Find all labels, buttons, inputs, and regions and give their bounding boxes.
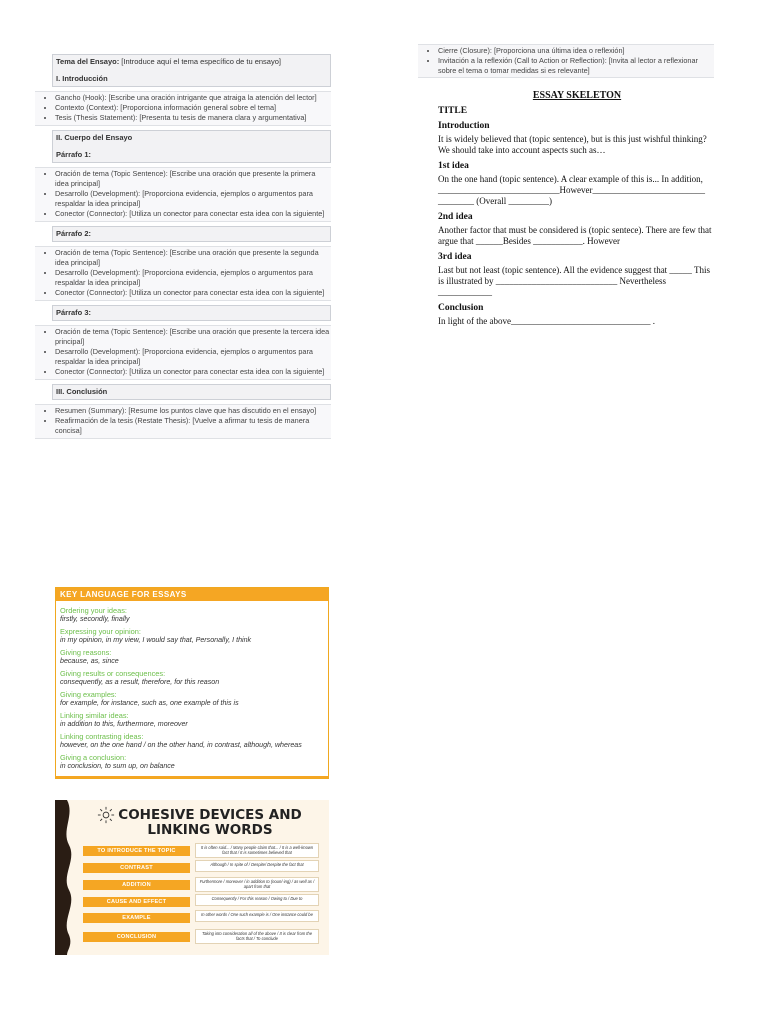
device-row (83, 931, 323, 943)
category-label: Linking similar ideas: (60, 711, 129, 720)
cohesive-title: COHESIVE DEVICES AND LINKING WORDS (118, 807, 302, 838)
device-label: CAUSE AND EFFECT (83, 897, 190, 907)
essay-heading: ESSAY SKELETON (532, 90, 622, 101)
category-label: Giving a conclusion: (60, 753, 127, 762)
idea1-heading: 1st idea (438, 161, 469, 171)
device-row (83, 912, 323, 924)
list-item: • Invitación a la reflexión (Call to Action or Reflection): [Invita al lector a reflexionar sobre el tema o tomar medidas si es relevante] (438, 56, 714, 76)
closure-list (418, 44, 714, 78)
examples-text: in conclusion, to sum up, on balance (60, 762, 175, 770)
p3-title: Párrafo 3: (56, 308, 92, 317)
device-label: CONTRAST (83, 863, 190, 873)
p3-list (35, 325, 331, 380)
list-item: • Desarrollo (Development): [Proporciona evidencia, ejemplos o argumentos para respaldar la idea principal] (55, 347, 331, 367)
examples-text: however, on the one hand / on the other hand, in contrast, although, whereas (60, 741, 302, 749)
list-item: • Desarrollo (Development): [Proporciona evidencia, ejemplos o argumentos para respaldar la idea principal] (55, 268, 331, 288)
device-examples: Although / In spite of / Despite/ Despite the fact that (195, 860, 319, 872)
conclusion-heading: Conclusion (438, 303, 484, 313)
conclusion-list (35, 404, 331, 439)
topic-text: [Introduce aquí el tema específico de tu ensayo] (119, 57, 281, 66)
device-examples: Furthermore / moreover / in addition to (noun/-ing) / as well as / apart from that (195, 877, 319, 892)
body-header-box (52, 130, 331, 163)
device-row (83, 879, 323, 891)
idea3-heading: 3rd idea (438, 252, 472, 262)
device-examples: Consequently / For this reason / Owing to / Due to (195, 894, 319, 906)
device-examples: Taking into consideration all of the above / It is clear from the facts that / To conclude (195, 929, 319, 944)
device-label: EXAMPLE (83, 913, 190, 923)
examples-text: for example, for instance, such as, one example of this is (60, 699, 239, 707)
p3-header-box (52, 305, 331, 321)
category-label: Giving results or consequences: (60, 669, 166, 678)
list-item: • Reafirmación de la tesis (Restate Thesis): [Vuelve a afirmar tu tesis de manera concisa] (55, 416, 331, 436)
examples-text: because, as, since (60, 657, 119, 665)
key-language-body (56, 601, 328, 773)
conclusion-header-box (52, 384, 331, 400)
conclusion-title: III. Conclusión (56, 387, 108, 396)
key-language-box (55, 587, 329, 779)
intro-title: I. Introducción (56, 74, 108, 83)
list-item: • Desarrollo (Development): [Proporciona evidencia, ejemplos o argumentos para respaldar la idea principal] (55, 189, 331, 209)
idea1-paragraph: On the one hand (topic sentence). A clear example of this is... In addition, ___________________________However_________________________ ________ (Overall _________) (438, 174, 705, 206)
list-item: • Oración de tema (Topic Sentence): [Escribe una oración que presente la segunda idea principal] (55, 248, 331, 268)
category-label: Giving examples: (60, 690, 117, 699)
cohesive-devices-poster (55, 800, 329, 955)
device-label: TO INTRODUCE THE TOPIC (83, 846, 190, 856)
examples-text: in addition to this, furthermore, moreover (60, 720, 188, 728)
category-label: Linking contrasting ideas: (60, 732, 144, 741)
orange-divider (56, 776, 328, 778)
list-item: • Oración de tema (Topic Sentence): [Escribe una oración que presente la primera idea principal] (55, 169, 331, 189)
essay-outline (35, 54, 331, 443)
p2-list (35, 246, 331, 301)
device-label: CONCLUSION (83, 932, 190, 942)
list-item: • Gancho (Hook): [Escribe una oración intrigante que atraiga la atención del lector] (55, 93, 331, 103)
category-label: Expressing your opinion: (60, 627, 141, 636)
essay-title-label: TITLE (438, 106, 468, 116)
list-item: • Oración de tema (Topic Sentence): [Escribe una oración que presente la tercera idea principal] (55, 327, 331, 347)
device-row (83, 862, 323, 874)
device-examples: In other words / One such example is / One instance could be (195, 910, 319, 922)
device-row (83, 896, 323, 908)
conclusion-paragraph: In light of the above_______________________________ . (438, 316, 655, 326)
examples-text: in my opinion, in my view, I would say that, Personally, I think (60, 636, 252, 644)
device-examples: It is often said... / Many people claim that... / It is a well-known fact that / It is sometimes believed that (195, 843, 319, 858)
list-item: • Tesis (Thesis Statement): [Presenta tu tesis de manera clara y argumentativa] (55, 113, 331, 123)
outline-header-box (52, 54, 331, 87)
essay-skeleton (438, 90, 716, 331)
idea2-heading: 2nd idea (438, 212, 473, 222)
device-label: ADDITION (83, 880, 190, 890)
category-label: Giving reasons: (60, 648, 112, 657)
examples-text: consequently, as a result, therefore, for this reason (60, 678, 220, 686)
list-item: • Cierre (Closure): [Proporciona una última idea o reflexión] (438, 46, 714, 56)
list-item: • Conector (Connector): [Utiliza un conector para conectar esta idea con la siguiente] (55, 209, 331, 219)
body-title: II. Cuerpo del Ensayo (56, 133, 133, 142)
intro-list (35, 91, 331, 126)
list-item: • Conector (Connector): [Utiliza un conector para conectar esta idea con la siguiente] (55, 288, 331, 298)
device-row (83, 845, 323, 857)
category-label: Ordering your ideas: (60, 606, 127, 615)
decorative-wave-border (55, 800, 77, 955)
examples-text: firstly, secondly, finally (60, 615, 130, 623)
intro-paragraph: It is widely believed that (topic sentence), but is this just wishful thinking? We should take into account aspects such as… (438, 134, 707, 155)
intro-heading: Introduction (438, 121, 490, 131)
p1-list (35, 167, 331, 222)
idea3-paragraph: Last but not least (topic sentence). All the evidence suggest that _____ This is illustrated by ___________________________ Nevertheless ____________ (438, 265, 711, 297)
idea2-paragraph: Another factor that must be considered is (topic sentece). There are few that argue that ______Besides ___________. However (438, 225, 712, 246)
key-language-header: KEY LANGUAGE FOR ESSAYS (56, 588, 328, 601)
p1-title: Párrafo 1: (56, 150, 92, 159)
topic-label: Tema del Ensayo: (56, 57, 120, 66)
list-item: • Resumen (Summary): [Resume los puntos clave que has discutido en el ensayo] (55, 406, 331, 416)
p2-title: Párrafo 2: (56, 229, 92, 238)
list-item: • Conector (Connector): [Utiliza un conector para conectar esta idea con la siguiente] (55, 367, 331, 377)
p2-header-box (52, 226, 331, 242)
list-item: • Contexto (Context): [Proporciona información general sobre el tema] (55, 103, 331, 113)
